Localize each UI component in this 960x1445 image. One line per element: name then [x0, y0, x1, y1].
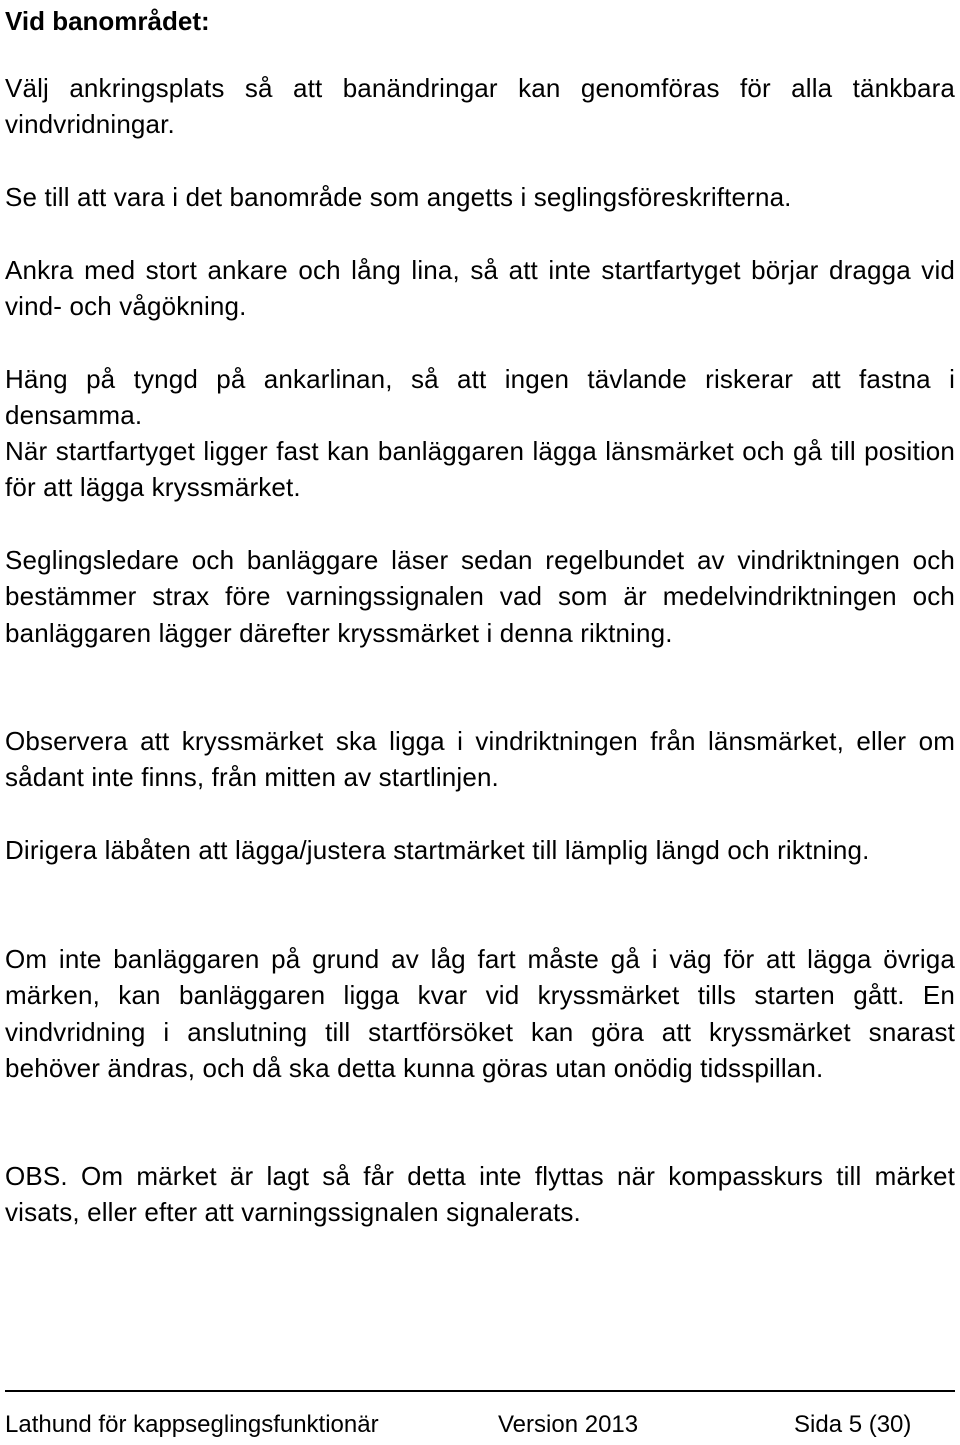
paragraph-course-area: Se till att vara i det banområde som angetts i seglingsföreskrifterna. — [5, 182, 792, 212]
paragraph-obs-note: OBS. Om märket är lagt så får detta inte flyttas när kompasskurs till märket visats, eller efter att varningssignalen signalerats. — [5, 1161, 955, 1228]
paragraph-weight-on-line: Häng på tyngd på ankarlinan, så att ingen tävlande riskerar att fastna i densamma. — [5, 364, 955, 431]
paragraph-wind-direction: Seglingsledare och banläggare läser sedan regelbundet av vindriktningen och bestämmer strax före varningssignalen vad som är medelvindriktningen och banläggaren lägger därefter kryssmärket i denna riktning. — [5, 545, 955, 648]
paragraph-anchor-line: Ankra med stort ankare och lång lina, så att inte startfartyget börjar dragga vid vind- och vågökning. — [5, 255, 955, 322]
footer-divider — [5, 1390, 955, 1392]
footer-version: Version 2013 — [498, 1411, 639, 1438]
paragraph-course-setter-stay: Om inte banläggaren på grund av låg fart måste gå i väg för att lägga övriga märken, kan banläggaren ligga kvar vid kryssmärket tills starten gått. En vindvridning i anslutning till startförsöket kan göra att kryssmärket snarast behöver ändras, och då ska detta kunna göras utan onödig tidsspillan. — [5, 944, 955, 1083]
section-heading: Vid banområdet: — [5, 6, 210, 36]
page-footer — [5, 1407, 955, 1443]
paragraph-windward-mark-note: Observera att kryssmärket ska ligga i vindriktningen från länsmärket, eller om sådant inte finns, från mitten av startlinjen. — [5, 726, 955, 793]
footer-document-title: Lathund för kappseglingsfunktionär — [5, 1411, 379, 1438]
paragraph-leeward-mark: När startfartyget ligger fast kan banläggaren lägga länsmärket och gå till position för att lägga kryssmärket. — [5, 436, 955, 503]
footer-page-number: Sida 5 (30) — [794, 1411, 912, 1438]
paragraph-anchorage-choice: Välj ankringsplats så att banändringar kan genomföras för alla tänkbara vindvridningar. — [5, 73, 955, 140]
paragraph-pin-boat: Dirigera läbåten att lägga/justera startmärket till lämplig längd och riktning. — [5, 835, 870, 865]
